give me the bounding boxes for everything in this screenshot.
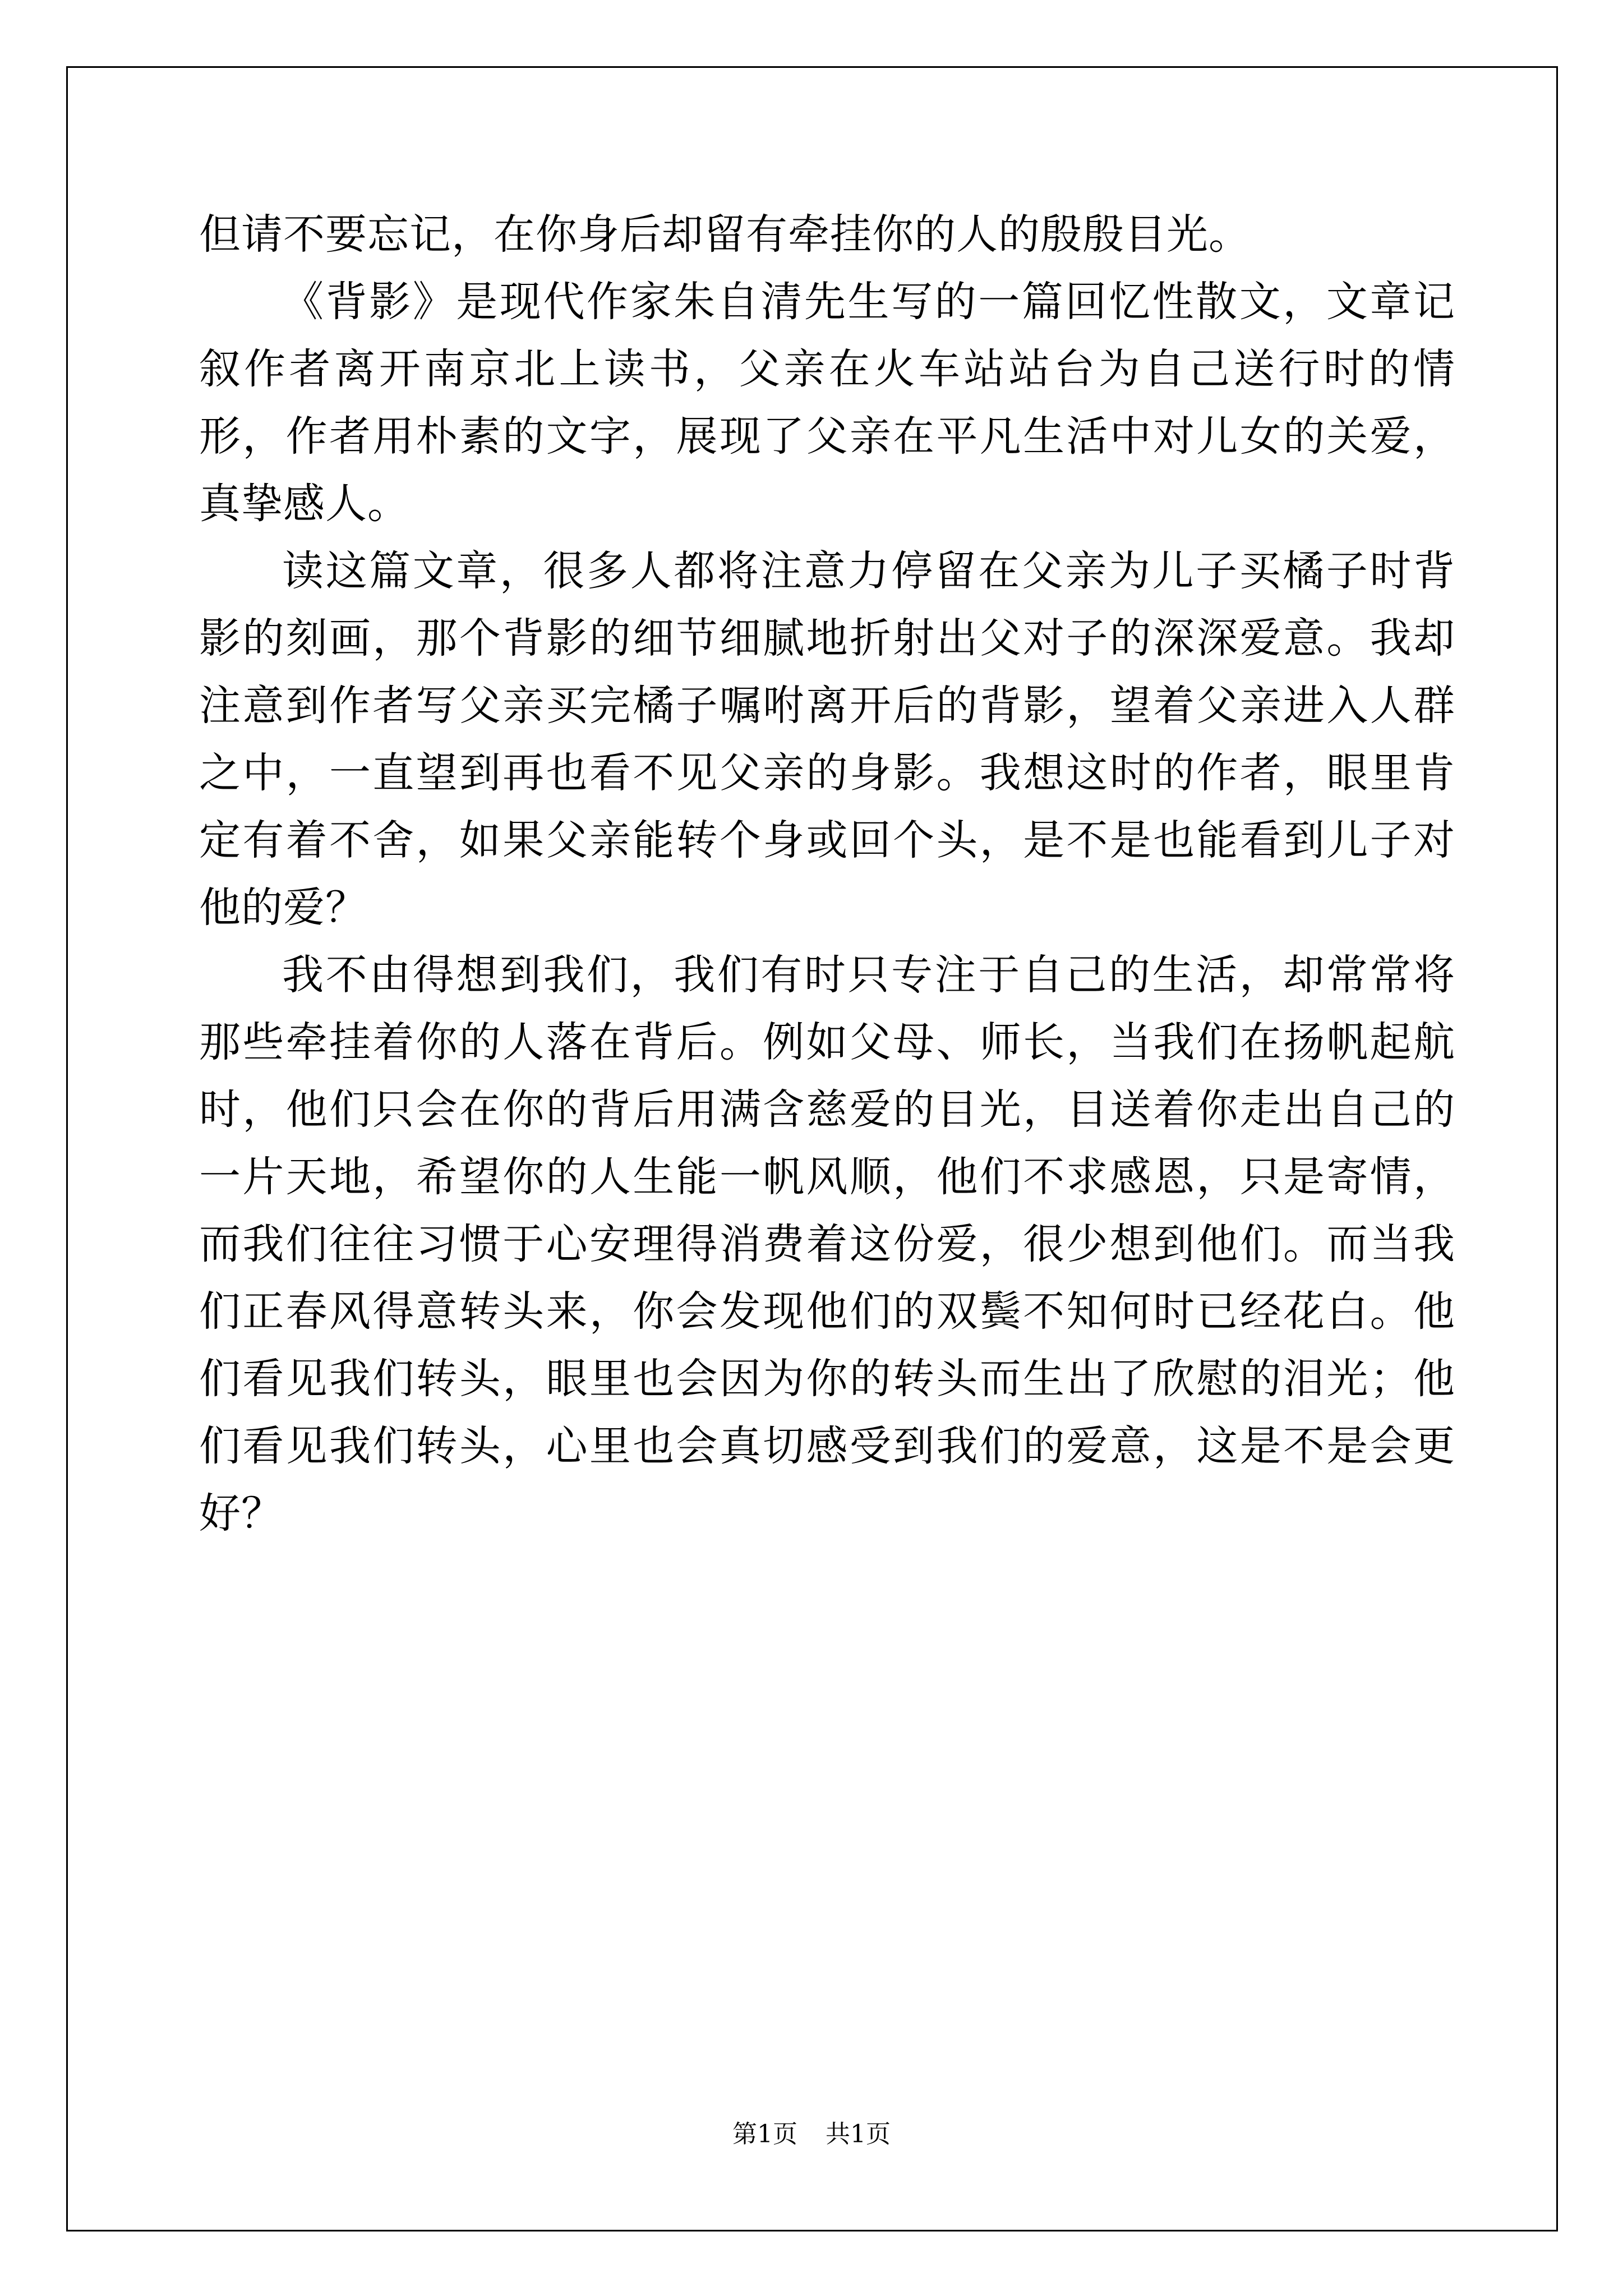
paragraph-2: 《背影》是现代作家朱自清先生写的一篇回忆性散文，文章记叙作者离开南京北上读书，父亲在火车站站台为自己送行时的情形，作者用朴素的文字，展现了父亲在平凡生活中对儿女的关爱，真挚感人。 — [199, 278, 1455, 528]
page-number: 第1页 — [732, 2120, 797, 2148]
page-footer — [0, 2118, 1623, 2151]
paragraph-1: 但请不要忘记，在你身后却留有牵挂你的人的殷殷目光。 — [199, 210, 1251, 259]
article-body — [199, 201, 1455, 1547]
paragraph-4: 我不由得想到我们，我们有时只专注于自己的生活，却常常将那些牵挂着你的人落在背后。例如父母、师长，当我们在扬帆起航时，他们只会在你的背后用满含慈爱的目光，目送着你走出自己的一片天地，希望你的人生能一帆风顺，他们不求感恩，只是寄情，而我们往往习惯于心安理得消费着这份爱，很少想到他们。而当我们正春风得意转头来，你会发现他们的双鬓不知何时已经花白。他们看见我们转头，眼里也会因为你的转头而生出了欣慰的泪光；他们看见我们转头，心里也会真切感受到我们的爱意，这是不是会更好？ — [199, 951, 1455, 1538]
page-total: 共1页 — [826, 2120, 891, 2148]
paragraph-3: 读这篇文章，很多人都将注意力停留在父亲为儿子买橘子时背影的刻画，那个背影的细节细腻地折射出父对子的深深爱意。我却注意到作者写父亲买完橘子嘱咐离开后的背影，望着父亲进入人群之中，一直望到再也看不见父亲的身影。我想这时的作者，眼里肯定有着不舍，如果父亲能转个身或回个头，是不是也能看到儿子对他的爱？ — [199, 547, 1455, 932]
